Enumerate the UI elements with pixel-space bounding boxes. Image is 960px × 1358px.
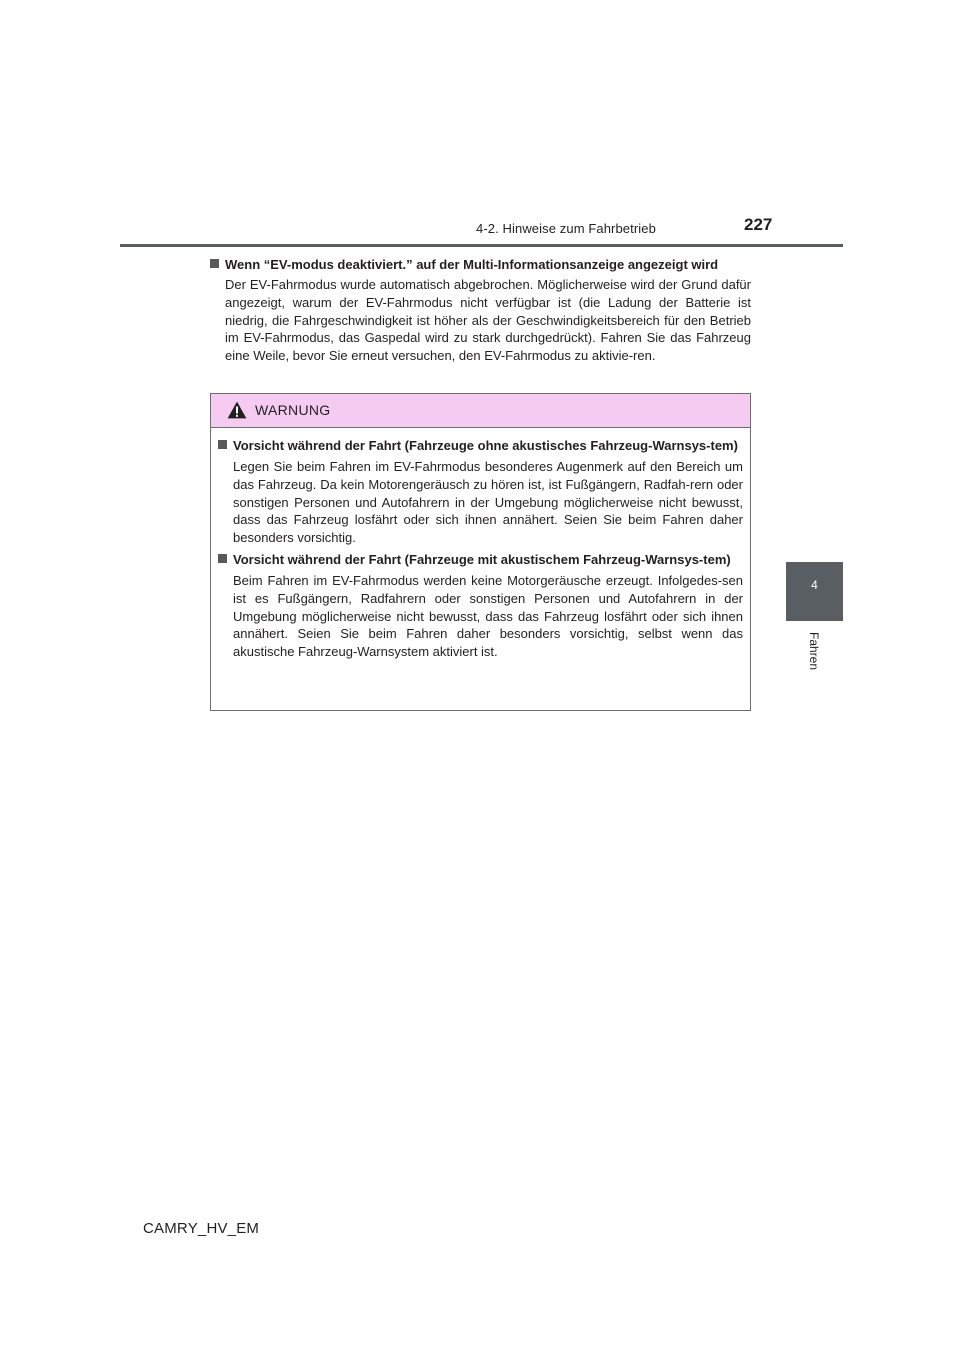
header-divider <box>120 244 843 247</box>
warning-item-heading <box>218 437 743 455</box>
warning-item <box>218 437 743 547</box>
warning-body <box>211 428 750 661</box>
square-bullet-icon <box>218 554 227 563</box>
section-title: 4-2. Hinweise zum Fahrbetrieb <box>476 221 656 236</box>
warning-item-heading <box>218 551 743 569</box>
chapter-label <box>804 626 824 676</box>
warning-header <box>211 394 750 428</box>
warning-item-text: Legen Sie beim Fahren im EV-Fahrmodus besonderes Augenmerk auf den Bereich um das Fahrzeug. Da kein Motorengeräusch zu hören ist, ist Fußgängern, Radfah-rern oder sonstigen Personen und Autofahrern in der Umgebung möglicherweise nicht bewusst, dass das Fahrzeug losfährt oder sich ihnen annähert. Seien Sie beim Fahren daher besonders vorsichtig. <box>233 459 743 546</box>
warning-item-heading-text: Vorsicht während der Fahrt (Fahrzeuge ohne akustisches Fahrzeug-Warnsys-tem) <box>233 438 738 453</box>
page-number: 227 <box>744 215 773 234</box>
warning-item <box>218 551 743 661</box>
warning-item-text: Beim Fahren im EV-Fahrmodus werden keine Motorgeräusche erzeugt. Infolgedes-sen ist es Fußgängern, Radfahrern oder sonstigen Personen und Autofahrern in der Umgebung möglicherweise nicht bewusst, dass das Fahrzeug losfährt oder sich ihnen annähert. Seien Sie beim Fahren daher besonders vorsichtig, selbst wenn das akustische Fahrzeug-Warnsystem aktiviert ist. <box>233 572 743 660</box>
square-bullet-icon <box>210 259 219 268</box>
info-section <box>210 256 751 365</box>
warning-box <box>210 393 751 711</box>
model-code: CAMRY_HV_EM <box>143 1220 260 1237</box>
square-bullet-icon <box>218 440 227 449</box>
warning-triangle-icon <box>227 401 247 419</box>
chapter-label-text: Fahren <box>807 631 821 671</box>
warning-item-heading-text: Vorsicht während der Fahrt (Fahrzeuge mit akustischem Fahrzeug-Warnsys-tem) <box>233 551 731 567</box>
info-heading-text: Wenn “EV-modus deaktiviert.” auf der Multi-Informationsanzeige angezeigt wird <box>225 257 719 272</box>
info-paragraph: Der EV-Fahrmodus wurde automatisch abgebrochen. Möglicherweise wird der Grund dafür angezeigt, warum der EV-Fahrmodus nicht verfügbar ist (die Ladung der Batterie ist niedrig, die Fahrgeschwindigkeit ist höher als der Geschwindigkeitsbereich für den Betrieb im EV-Fahrmodus, das Gaspedal wird zu stark durchgedrückt). Fahren Sie das Fahrzeug eine Weile, bevor Sie erneut versuchen, den EV-Fahrmodus zu aktivie-ren. <box>225 277 751 364</box>
warning-title: WARNUNG <box>255 402 331 418</box>
info-heading <box>210 256 751 273</box>
chapter-number: 4 <box>811 578 818 592</box>
